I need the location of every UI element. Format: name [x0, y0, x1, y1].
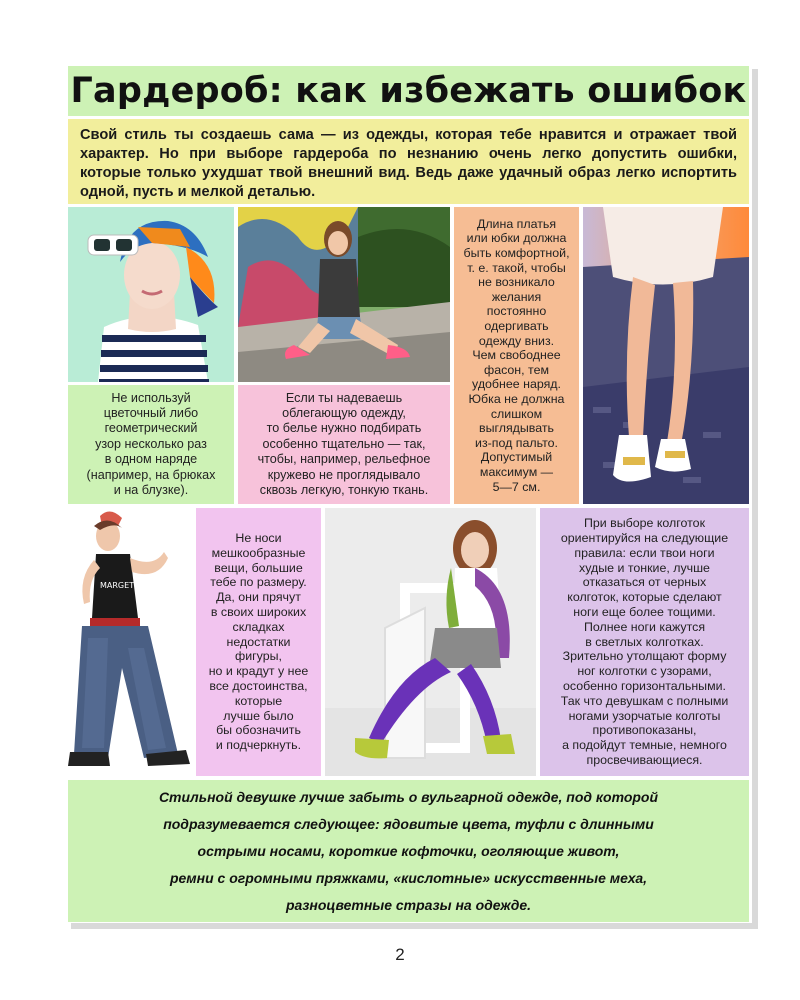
footer-line: острыми носами, короткие кофточки, оголяющие живот, [197, 842, 620, 859]
tip-length-line: слишком [490, 406, 543, 421]
tip-tights-line: ног колготки с узорами, [577, 664, 712, 679]
tip-baggy [196, 508, 321, 776]
tip-baggy-line: в своих широких [210, 605, 307, 619]
intro-text: Свой стиль ты создаешь сама — из одежды, которая тебе нравится и отражает твой характер. Но при выборе гардероба по незнанию очень легко допустить ошибки, которые только ухудшат твой внешний вид. Ведь даже удачный образ легко испортить одной, пусть и мелкой деталью. [80, 127, 737, 200]
tip-baggy-line: все достоинства, [209, 678, 308, 693]
tip-tights-line: ногами узорчатые колготы [568, 708, 721, 723]
tip-pattern-text [87, 391, 216, 499]
page-number: 2 [395, 945, 405, 964]
tip-length-line: не возникало [478, 275, 555, 290]
photo-purple-tights [325, 508, 536, 776]
tip-baggy-line: тебе по размеру. [210, 575, 307, 590]
tip-tights-line: в светлых колготках. [585, 634, 704, 649]
tip-length-line: Чем свободнее [472, 348, 561, 363]
tip-tights-line: а подойдут темные, немного [562, 738, 727, 753]
tip-baggy-line: Да, они прячут [216, 590, 301, 605]
tip-tights-line: При выборе колготок [584, 516, 705, 531]
tip-tights [540, 508, 749, 776]
tip-length-line: желания [491, 289, 542, 304]
tip-underwear-line: сквозь легкую, тонкую ткань. [259, 483, 429, 498]
tip-length-line: Длина платья [476, 216, 557, 231]
photo-baggy-jeans [68, 508, 192, 776]
tip-baggy-line: которые [234, 693, 283, 708]
photo-legs-sneakers [583, 207, 749, 504]
tip-length-line: или юбки должна [466, 231, 567, 246]
tip-pattern-line: и на блузке). [113, 483, 189, 498]
svg-text:MARGET: MARGET [100, 581, 135, 590]
tip-length-line: из-под пальто. [475, 435, 558, 450]
tip-length-line: выглядывать [478, 421, 554, 436]
tip-baggy-text [209, 531, 309, 753]
tip-baggy-line: недостатки [226, 634, 291, 649]
tip-tights-line: просвечивающиеся. [586, 752, 703, 767]
tip-underwear-line: облегающую одежду, [282, 405, 406, 420]
tip-underwear-line: то белье нужно подбирать [266, 421, 422, 436]
tip-length-line: Юбка не должна [468, 391, 565, 406]
tip-length-line: постоянно [486, 304, 547, 319]
tip-tights-line: Зрительно утолщают форму [562, 649, 727, 664]
tip-length-line: максимум — [479, 464, 554, 479]
tip-length-line: фасон, тем [484, 362, 549, 377]
tip-length-text [463, 217, 569, 494]
tip-tights-text [561, 516, 729, 768]
photo-headscarf [68, 207, 234, 382]
footer-banner [68, 780, 749, 922]
tip-length-line: 5—7 см. [492, 479, 541, 494]
page-title: Гардероб: как избежать ошибок [70, 71, 747, 111]
tip-length-line: т. е. такой, чтобы [467, 260, 566, 275]
footer-line: разноцветные стразы на одежде. [285, 896, 532, 913]
tip-baggy-line: бы обозначить [216, 723, 301, 738]
tip-pattern-line: в одном наряде [104, 452, 198, 467]
tip-tights-line: особенно горизонтальными. [563, 678, 726, 693]
tip-baggy-line: лучше было [223, 708, 294, 723]
tip-baggy-line: но и крадут у нее [208, 664, 309, 679]
tip-underwear-line: Если ты надеваешь [285, 390, 403, 405]
footer-line: подразумевается следующее: ядовитые цвета, туфли с длинными [163, 815, 654, 832]
tip-pattern-line: узор несколько раз [95, 436, 207, 451]
tip-tights-line: колготок, которые сделают [567, 590, 722, 605]
tip-length-line: одергивать [484, 319, 549, 334]
tip-baggy-line: Не носи [235, 531, 282, 546]
tip-underwear-line: чтобы, например, рельефное [257, 452, 431, 467]
tip-length-line: удобнее наряд. [472, 377, 561, 392]
tip-tights-line: худые и тонкие, лучше [579, 560, 710, 575]
tip-length-line: Допустимый [480, 450, 553, 465]
footer-line: Стильной девушке лучше забыть о вульгарной одежде, под которой [158, 788, 659, 805]
tip-tights-line: ориентируйся на следующие [560, 531, 729, 546]
tip-length-line: быть комфортной, [463, 246, 570, 261]
tip-baggy-line: вещи, большие [214, 560, 303, 575]
tip-pattern-line: геометрический [104, 421, 198, 436]
footer-line: ремни с огромными пряжками, «кислотные» искусственные меха, [169, 869, 648, 886]
intro-banner [68, 119, 749, 204]
tip-tights-line: правила: если твои ноги [574, 545, 715, 560]
tip-baggy-line: и подчеркнуть. [215, 738, 302, 753]
title-banner [68, 66, 749, 116]
tip-tights-line: отказаться от черных [582, 575, 707, 590]
tip-underwear-line: кружево не проглядывало [267, 467, 421, 482]
tip-baggy-line: фигуры, [235, 649, 282, 664]
tip-pattern-line: (например, на брюках [86, 467, 216, 482]
tip-pattern-line: цветочный либо [103, 405, 199, 420]
tip-pattern [68, 385, 234, 504]
tip-tights-line: Полнее ноги кажутся [583, 619, 706, 634]
tip-tights-line: противопоказаны, [592, 723, 697, 738]
tip-underwear-text [258, 391, 431, 499]
footer-text [99, 784, 719, 919]
tip-length-line: одежду вниз. [478, 333, 555, 348]
tip-pattern-line: Не используй [111, 390, 191, 405]
photo-sitting-girl [238, 207, 450, 382]
tip-length [454, 207, 579, 504]
tip-underwear-line: особенно тщательно — так, [262, 436, 426, 451]
tip-tights-line: ноги еще более тощими. [573, 605, 716, 619]
tip-baggy-line: складках [232, 619, 285, 634]
tip-baggy-line: мешкообразные [211, 545, 306, 560]
tip-underwear [238, 385, 450, 504]
tip-tights-line: Так что девушкам с полными [560, 693, 729, 708]
